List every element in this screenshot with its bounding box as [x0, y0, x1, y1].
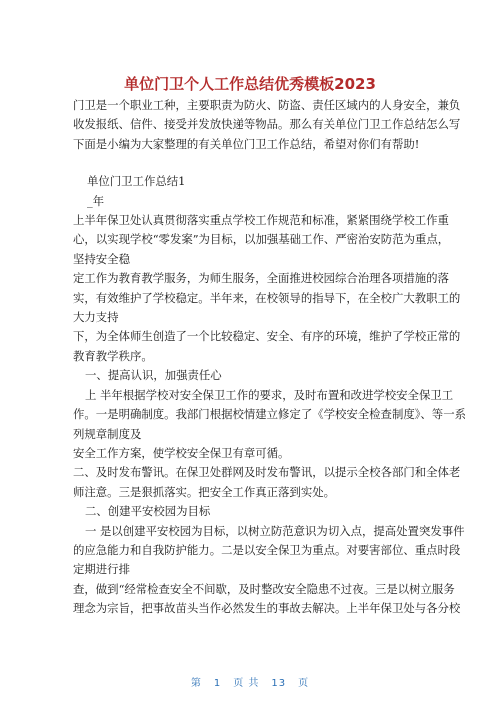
- intro-line: 收发报纸、信件、接受并发放快递等物品。那么有关单位门卫工作总结怎么写: [73, 117, 461, 132]
- body-line: 坚持安全稳: [73, 251, 130, 266]
- body-line: 下，为全体师生创造了一个比较稳定、安全、有序的环境，维护了学校正常的: [73, 329, 461, 344]
- year-line: _年: [87, 193, 105, 208]
- body-line: 查，做到“经常检查安全不间歇，及时整改安全隐患不过夜。三是以树立服务: [73, 581, 455, 596]
- page-footer: [0, 674, 500, 689]
- body-line: 二、及时发布警讯。在保卫处群网及时发布警讯，以提示全校各部门和全体老: [73, 465, 461, 480]
- footer-middle: 页 共: [233, 678, 260, 689]
- footer-suffix: 页: [298, 678, 310, 689]
- body-line: 定工作为教育教学服务，为师生服务，全面推进校园综合治理各项措施的落: [73, 271, 449, 286]
- document-body: [73, 96, 466, 619]
- footer-prefix: 第: [190, 678, 202, 689]
- body-line: 上半年保卫处认真贯彻落实重点学校工作规范和标准，紧紧围绕学校工作重: [73, 213, 449, 228]
- document-title: 单位门卫个人工作总结优秀模板2023: [124, 75, 376, 93]
- body-line: 一 是以创建平安校园为目标，以树立防范意识为切入点，提高处置突发事件: [85, 523, 465, 538]
- section-heading: 单位门卫工作总结1: [87, 174, 186, 189]
- intro-line: 下面是小编为大家整理的有关单位门卫工作总结，希望对你们有帮助!: [73, 136, 420, 151]
- body-line: 实，有效维护了学校稳定。半年来，在校领导的指导下，在全校广大教职工的: [73, 290, 461, 305]
- body-line: 心，以实现学校“零发案”为目标，以加强基础工作、严密治安防范为重点，: [73, 232, 450, 247]
- body-line: 定期进行排: [73, 562, 130, 577]
- intro-line: 门卫是一个职业工种，主要职责为防火、防盗、责任区域内的人身安全，兼负: [73, 98, 461, 112]
- body-line: 师注意。三是狠抓落实。把安全工作真正落到实处。: [73, 484, 335, 499]
- body-line: 理念为宗旨，把事故苗头当作必然发生的事故去解决。上半年保卫处与各分校: [73, 601, 461, 616]
- footer-total-pages: 13: [271, 678, 287, 689]
- body-line: 的应急能力和自我防护能力。二是以安全保卫为重点。对要害部位、重点时段: [73, 542, 461, 557]
- body-line: 列规章制度及: [73, 426, 142, 441]
- body-line: 教育教学秩序。: [73, 348, 153, 363]
- body-line: 安全工作方案，使学校安全保卫有章可循。: [73, 445, 290, 460]
- paragraph-gap: [73, 154, 433, 172]
- body-line: 作。一是明确制度。我部门根据校情建立修定了《学校安全检查制度》、等一系: [73, 407, 466, 422]
- footer-page-number: 1: [213, 678, 222, 689]
- body-line: 大力支持: [73, 310, 119, 325]
- subheading: 一、提高认识，加强责任心: [85, 368, 222, 383]
- subheading: 二、创建平安校园为目标: [85, 504, 211, 519]
- body-line: 上 半年根据学校对安全保卫工作的要求，及时布置和改进学校安全保卫工: [85, 387, 454, 402]
